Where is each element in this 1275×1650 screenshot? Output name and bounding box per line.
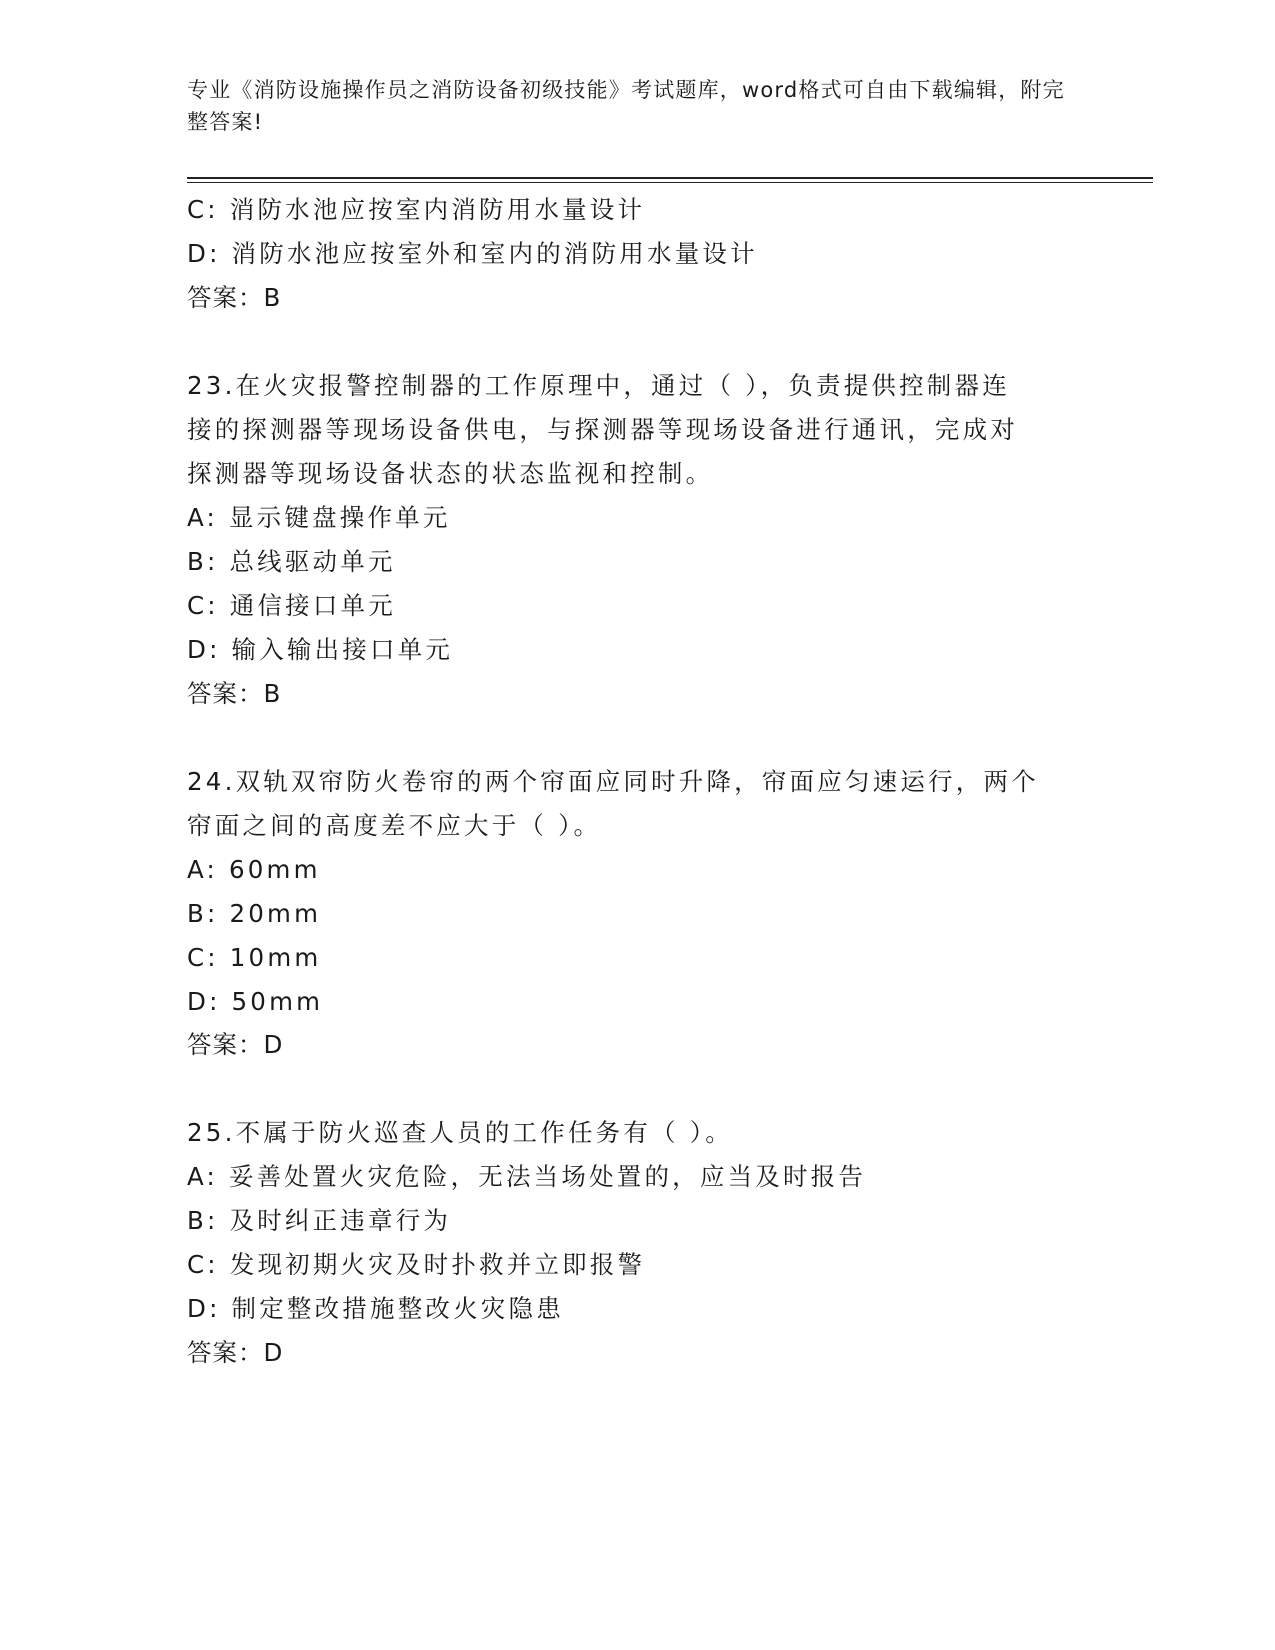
answer: 答案：B xyxy=(187,283,282,312)
header-rule-thick xyxy=(187,177,1153,179)
answer: 答案：D xyxy=(187,1030,284,1059)
question-stem: 探测器等现场设备状态的状态监视和控制。 xyxy=(187,459,714,488)
option-c: C: 通信接口单元 xyxy=(187,591,396,620)
option-b: B: 及时纠正违章行为 xyxy=(187,1206,452,1235)
document-header: 专业《消防设施操作员之消防设备初级技能》考试题库，word格式可自由下载编辑，附完整答案! xyxy=(187,78,1065,134)
option-a: A: 妥善处置火灾危险，无法当场处置的，应当及时报告 xyxy=(187,1162,867,1191)
question-stem: 25.不属于防火巡查人员的工作任务有（ ）。 xyxy=(187,1118,733,1147)
option-a: A: 60mm xyxy=(187,855,321,884)
option-d: D: 消防水池应按室外和室内的消防用水量设计 xyxy=(187,239,758,268)
question-stem: 24.双轨双帘防火卷帘的两个帘面应同时升降，帘面应匀速运行，两个 xyxy=(187,767,1039,796)
question-stem: 帘面之间的高度差不应大于（ ）。 xyxy=(187,811,602,840)
option-c: C: 消防水池应按室内消防用水量设计 xyxy=(187,195,646,224)
answer: 答案：D xyxy=(187,1338,284,1367)
question-stem: 接的探测器等现场设备供电，与探测器等现场设备进行通讯，完成对 xyxy=(187,415,1018,444)
option-d: D: 输入输出接口单元 xyxy=(187,635,454,664)
option-c: C: 10mm xyxy=(187,943,322,972)
option-d: D: 50mm xyxy=(187,987,324,1016)
option-b: B: 20mm xyxy=(187,899,322,928)
option-a: A: 显示键盘操作单元 xyxy=(187,503,451,532)
option-c: C: 发现初期火灾及时扑救并立即报警 xyxy=(187,1250,646,1279)
question-stem: 23.在火灾报警控制器的工作原理中，通过（ ），负责提供控制器连 xyxy=(187,371,1010,400)
option-d: D: 制定整改措施整改火灾隐患 xyxy=(187,1294,564,1323)
option-b: B: 总线驱动单元 xyxy=(187,547,396,576)
answer: 答案：B xyxy=(187,679,282,708)
header-rule-thin xyxy=(187,182,1153,183)
